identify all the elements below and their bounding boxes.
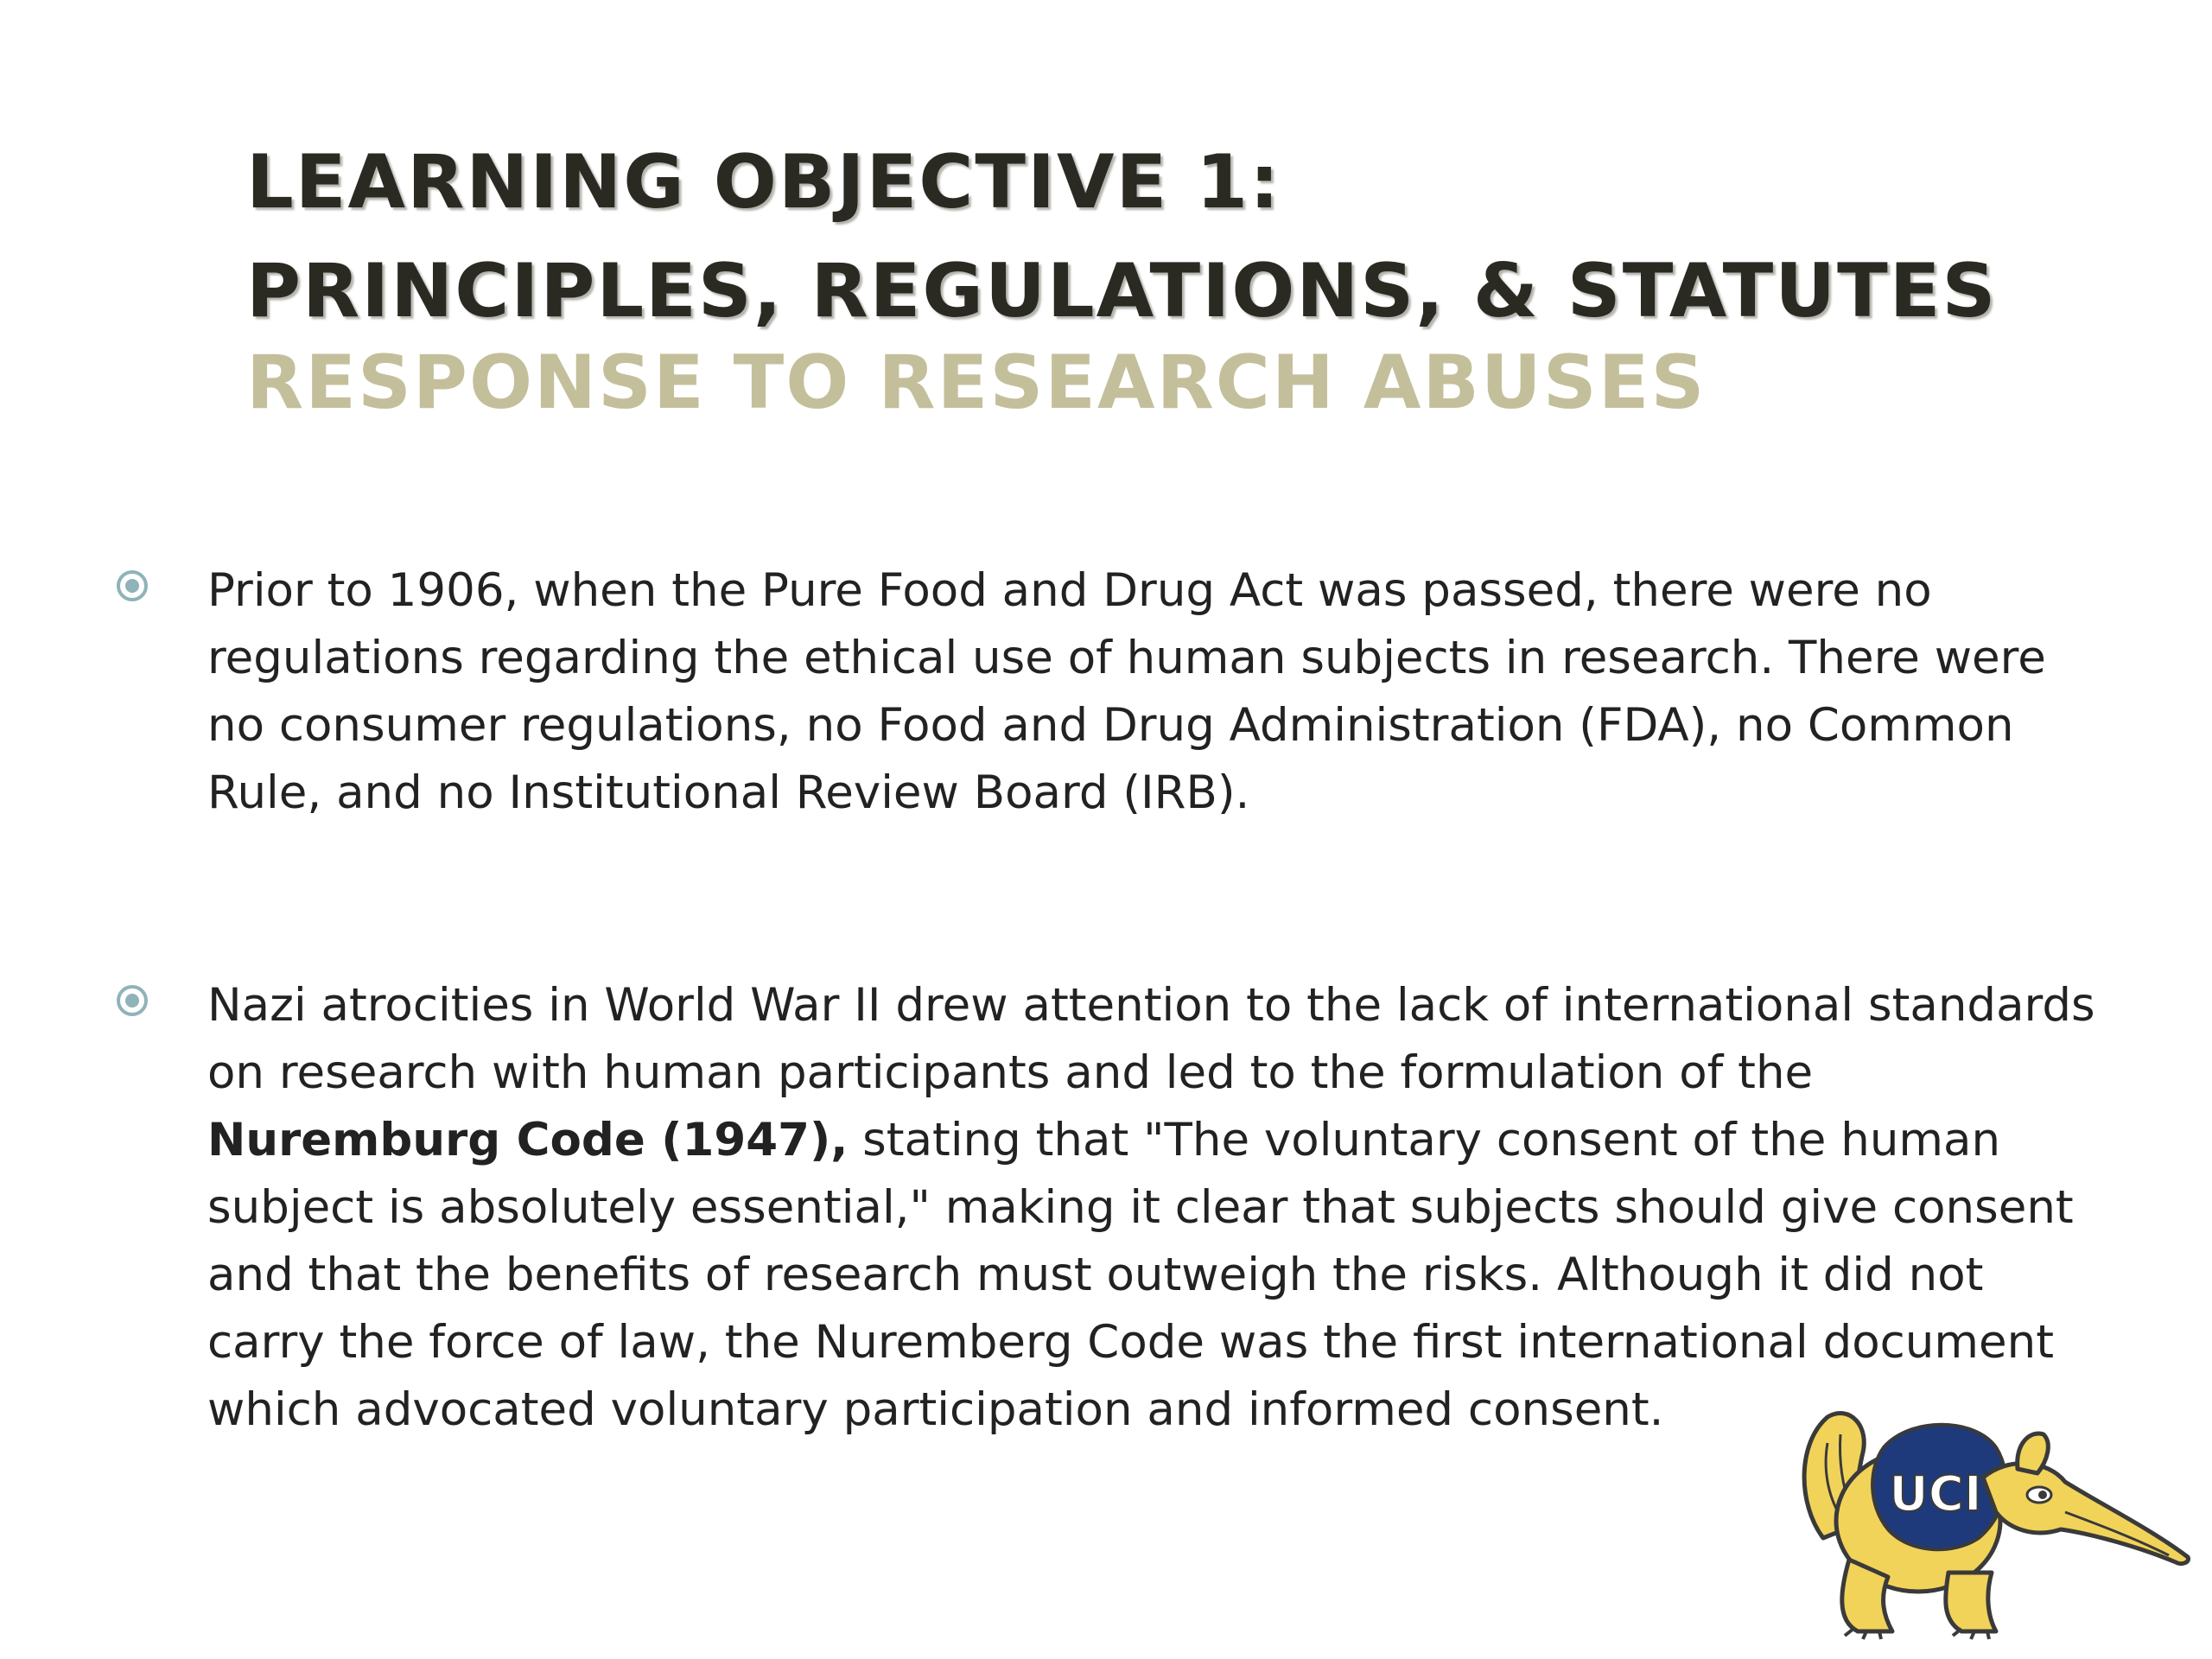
nuremburg-code-bold-text: Nuremburg Code (1947), (207, 1114, 849, 1166)
circle-dot-bullet-icon (116, 569, 149, 602)
circle-dot-bullet-icon (116, 984, 149, 1017)
bullet-2-text-before-bold: Nazi atrocities in World War II drew attention to the lack of international standards on research with human participants and led to the formulation of the (207, 979, 2095, 1099)
bullet-item-1 (112, 557, 2100, 827)
bullet-list (112, 557, 2100, 1444)
bullet-item-2 (112, 972, 2100, 1444)
title-line-1: LEARNING OBJECTIVE 1: (246, 139, 1281, 226)
bullet-text-2 (207, 972, 2100, 1444)
uci-anteater-logo-icon (1789, 1408, 2195, 1642)
bullet-2-text-after-bold: stating that "The voluntary consent of the human subject is absolutely essential," making it clear that subjects should give consent and that the benefits of research must outweigh the risks. Although it did not carry the force of law, the Nuremberg Code was the first international document which advocated voluntary participation and informed consent. (207, 1114, 2074, 1436)
bullet-text-1: Prior to 1906, when the Pure Food and Drug Act was passed, there were no regulations regarding the ethical use of human subjects in research. There were no consumer regulations, no Food and Drug Administration (FDA), no Common Rule, and no Institutional Review Board (IRB). (207, 564, 2046, 819)
subtitle: RESPONSE TO RESEARCH ABUSES (246, 340, 1707, 426)
uci-logo-text: UCI (1889, 1466, 1982, 1522)
title-line-2: PRINCIPLES, REGULATIONS, & STATUTES (246, 248, 1998, 334)
title-block (246, 139, 2147, 426)
